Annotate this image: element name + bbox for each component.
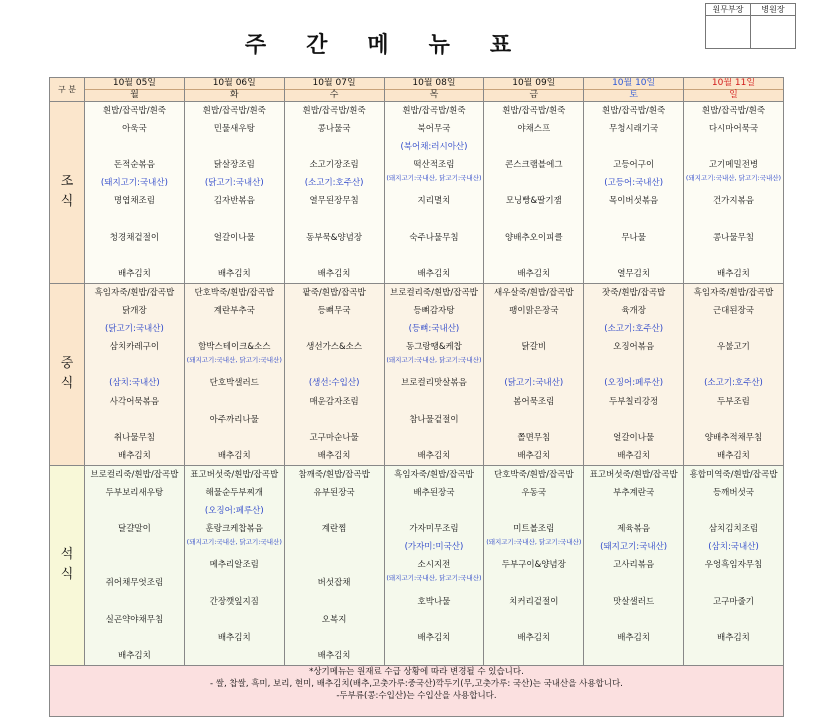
day-weekday: 금 — [484, 89, 583, 101]
menu-item: (돼지고기:국내산) — [100, 178, 168, 189]
menu-item: (소고기:호주산) — [704, 378, 763, 389]
menu-item: 배추김치 — [517, 450, 551, 461]
menu-item: 두부칠리강정 — [609, 396, 659, 407]
note-line: -두부류(콩:수입산)는 수입산을 사용합니다. — [336, 690, 497, 701]
signature-cell[interactable] — [706, 16, 751, 49]
menu-item: 미트볼조림 — [513, 524, 555, 535]
menu-item: 유부된장국 — [313, 487, 355, 498]
menu-item: 삼치카레구이 — [109, 342, 160, 353]
title-char: 표 — [489, 33, 516, 58]
menu-item: (북어채:러시아산) — [400, 142, 468, 153]
menu-item — [684, 411, 783, 429]
menu-item — [484, 611, 583, 629]
menu-item — [285, 411, 384, 429]
menu-item: 육개장 — [621, 306, 646, 317]
menu-item — [185, 138, 284, 156]
menu-item — [684, 211, 783, 229]
menu-item: 배추김치 — [317, 268, 351, 279]
menu-item — [684, 247, 783, 265]
menu-item: 얼갈이나물 — [613, 432, 655, 443]
menu-item: 떡산적조림 — [413, 160, 455, 171]
menu-item — [385, 247, 484, 265]
menu-cell — [684, 283, 784, 465]
menu-item: 흰밥/잡곡밥/흰죽 — [402, 106, 466, 116]
menu-cell — [384, 283, 484, 465]
day-date: 10월 09일 — [512, 78, 556, 88]
menu-item: 흰밥/잡곡밥/흰죽 — [602, 106, 666, 116]
menu-cell — [284, 102, 384, 284]
menu-item — [85, 556, 184, 574]
menu-item: 배추김치 — [117, 650, 151, 661]
notes — [50, 665, 784, 716]
menu-item — [484, 411, 583, 429]
menu-item: 흑임자죽/흰밥/잡곡밥 — [693, 287, 774, 298]
title-char: 주 — [244, 33, 271, 58]
menu-item: 동부묵&양념장 — [306, 232, 363, 243]
menu-item: (소고기:호주산) — [304, 178, 364, 189]
menu-item — [285, 247, 384, 265]
menu-item: 야채스프 — [517, 124, 551, 135]
menu-item: 북어무국 — [417, 124, 451, 135]
approval-label: 병원장 — [751, 4, 796, 16]
menu-item: 동그랑땡&케찹 — [406, 342, 462, 353]
day-weekday: 월 — [85, 89, 184, 101]
menu-item: (소고기:호주산) — [604, 324, 664, 335]
menu-item — [285, 138, 384, 156]
menu-item: 무청시래기국 — [609, 124, 659, 135]
menu-item — [185, 393, 284, 411]
meal-section-label: 조 식 — [50, 102, 85, 284]
header-label: 구 분 — [50, 78, 85, 102]
title-char: 메 — [367, 33, 393, 58]
menu-item: 두부보리새우탕 — [105, 487, 164, 498]
menu-item: 해물순두부찌개 — [205, 487, 263, 498]
menu-item: 등뼈무국 — [317, 306, 351, 317]
menu-item — [684, 356, 783, 374]
menu-item: (생선:수입산) — [308, 378, 360, 389]
menu-cell — [484, 465, 584, 665]
day-header — [684, 78, 784, 102]
menu-item: (오징어:페루산) — [604, 378, 664, 389]
menu-item — [484, 320, 583, 338]
menu-item — [85, 411, 184, 429]
menu-item — [385, 211, 484, 229]
day-date: 10월 06일 — [212, 78, 256, 88]
menu-item — [484, 356, 583, 374]
day-header — [484, 78, 584, 102]
menu-cell — [85, 283, 185, 465]
menu-item: 배추김치 — [317, 450, 351, 461]
menu-item: 흑임자죽/흰밥/잡곡밥 — [394, 469, 474, 480]
menu-item — [385, 611, 484, 629]
day-weekday: 화 — [185, 89, 284, 101]
menu-item — [185, 247, 284, 265]
meal-section-label: 석 식 — [50, 465, 85, 665]
menu-item — [85, 593, 184, 611]
menu-item: 열무된장무침 — [309, 196, 359, 207]
menu-item: 닭살장조림 — [213, 160, 255, 171]
menu-item: 청경채겉절이 — [109, 232, 160, 243]
menu-item — [385, 393, 484, 411]
menu-item: 고구마줄기 — [712, 596, 755, 607]
note-line: *상기메뉴는 원재료 수급 상황에 따라 변경될 수 있습니다. — [309, 666, 524, 677]
menu-item — [185, 320, 284, 338]
menu-item: 배추김치 — [117, 268, 151, 279]
menu-item — [85, 247, 184, 265]
menu-item: 배추김치 — [717, 268, 750, 279]
menu-item — [85, 356, 184, 374]
menu-item: 오징어볶음 — [613, 342, 655, 353]
menu-item — [85, 211, 184, 229]
menu-item: (돼지고기:국내산) — [600, 542, 668, 553]
day-header — [284, 78, 384, 102]
menu-item — [285, 356, 384, 374]
menu-item — [584, 211, 683, 229]
menu-item: 고구마순나물 — [309, 432, 359, 443]
menu-item: 두부조림 — [717, 396, 750, 407]
menu-item: 우불고기 — [717, 342, 750, 353]
menu-item — [684, 138, 783, 156]
page-title — [0, 28, 760, 59]
meal-section-label: 중 식 — [50, 283, 85, 465]
menu-item: (고등어:국내산) — [604, 178, 664, 189]
menu-item: (닭고기:국내산) — [105, 324, 164, 335]
menu-item: 배추김치 — [717, 632, 750, 643]
day-weekday: 수 — [285, 89, 384, 101]
menu-item: (삼치:국내산) — [708, 542, 759, 553]
menu-item — [285, 320, 384, 338]
menu-item — [85, 538, 184, 556]
menu-item: 김자반볶음 — [213, 196, 255, 207]
approval-label: 원무부장 — [706, 4, 751, 16]
day-date: 10월 05일 — [112, 78, 156, 88]
day-weekday: 일 — [684, 89, 783, 101]
menu-item: 배추김치 — [317, 650, 351, 661]
menu-item: 배추김치 — [517, 632, 551, 643]
menu-item: 잣죽/흰밥/잡곡밥 — [602, 287, 666, 298]
note-line: - 쌀, 찹쌀, 흑미, 보리, 현미, 배추김치(배추,고춧가루:중국산)깍두기(무,고춧가루: 국산)는 국내산을 사용합니다. — [210, 678, 623, 689]
menu-item — [684, 502, 783, 520]
menu-item — [85, 629, 184, 647]
menu-item: (닭고기:국내산) — [504, 378, 564, 389]
menu-item: 흰밥/잡곡밥/흰죽 — [302, 106, 366, 116]
menu-item — [484, 502, 583, 520]
menu-item: (돼지고기:국내산, 닭고기:국내산) — [486, 538, 582, 547]
menu-item: 치커리겉절이 — [509, 596, 559, 607]
menu-item: 배추김치 — [417, 632, 451, 643]
menu-item — [385, 502, 484, 520]
menu-cell — [684, 102, 784, 284]
menu-item: 표고버섯죽/흰밥/잡곡밥 — [190, 469, 279, 480]
menu-item: 숙주나물무침 — [409, 232, 459, 243]
day-header — [184, 78, 284, 102]
menu-item: 고사리볶음 — [613, 560, 655, 571]
menu-item: (돼지고기:국내산, 닭고기:국내산) — [386, 574, 482, 583]
menu-item: (돼지고기:국내산, 닭고기:국내산) — [186, 356, 282, 365]
menu-cell — [184, 283, 284, 465]
menu-item — [185, 211, 284, 229]
menu-cell — [584, 465, 684, 665]
menu-cell — [184, 465, 284, 665]
menu-item: 사각어묵볶음 — [109, 396, 160, 407]
menu-item: 소고기장조림 — [309, 160, 359, 171]
menu-item: 배추김치 — [417, 450, 451, 461]
menu-item: 버섯잡채 — [317, 578, 351, 589]
menu-item: 오복지 — [321, 614, 347, 625]
menu-cell — [284, 283, 384, 465]
menu-item: 흥합미역죽/흰밥/잡곡밥 — [689, 469, 778, 480]
menu-item: 지리멸치 — [417, 196, 451, 207]
menu-item: 생선가스&소스 — [306, 342, 363, 353]
menu-item: 무나물 — [621, 232, 646, 243]
day-date: 10월 11일 — [711, 78, 756, 88]
menu-item: 단호박샐러드 — [209, 378, 259, 389]
menu-cell — [384, 465, 484, 665]
menu-item: 단호박죽/흰밥/잡곡밥 — [493, 469, 574, 480]
menu-item: 우엉흑임자무침 — [704, 560, 763, 571]
menu-item: 봄어묵조림 — [513, 396, 555, 407]
menu-item — [484, 211, 583, 229]
menu-item: (가자미:미국산) — [404, 542, 464, 553]
menu-item — [584, 138, 683, 156]
menu-item — [484, 574, 583, 592]
menu-cell — [684, 465, 784, 665]
menu-item — [584, 574, 683, 592]
menu-item: 닭개장 — [122, 306, 147, 317]
menu-item: 팥죽/흰밥/잡곡밥 — [302, 287, 366, 298]
menu-item: 흰밥/잡곡밥/흰죽 — [701, 106, 766, 116]
menu-item — [185, 611, 284, 629]
menu-item: 브로컬리죽/흰밥/잡곡밥 — [90, 469, 179, 480]
menu-item — [484, 174, 583, 192]
menu-item: 건가지볶음 — [712, 196, 755, 207]
approval-box — [705, 3, 796, 49]
menu-item: 아욱국 — [122, 124, 147, 135]
menu-item: 근대된장국 — [712, 306, 755, 317]
menu-item: 민물새우탕 — [213, 124, 255, 135]
menu-cell — [184, 102, 284, 284]
menu-item: 표고버섯죽/흰밥/잡곡밥 — [589, 469, 678, 480]
menu-item: 양배추오이피클 — [505, 232, 563, 243]
menu-item: 달걀말이 — [117, 524, 151, 535]
signature-cell[interactable] — [751, 16, 796, 49]
menu-item — [285, 556, 384, 574]
menu-item: 모닝빵&딸기잼 — [505, 196, 562, 207]
menu-item: (오징어:페루산) — [204, 506, 264, 517]
menu-item: 계란부추국 — [213, 306, 255, 317]
menu-item — [684, 611, 783, 629]
day-header — [85, 78, 185, 102]
menu-cell — [584, 283, 684, 465]
menu-item: 참깨죽/흰밥/잡곡밥 — [298, 469, 370, 480]
menu-item: 단호박죽/흰밥/잡곡밥 — [194, 287, 275, 298]
menu-item: (삼치:국내산) — [109, 378, 160, 389]
menu-item: (돼지고기:국내산, 닭고기:국내산) — [685, 174, 782, 183]
menu-item: 콘스크램블에그 — [505, 160, 563, 171]
menu-item: 등깨버섯국 — [712, 487, 755, 498]
menu-item: 쥐어채무엇조림 — [105, 578, 164, 589]
day-date: 10월 10일 — [612, 78, 656, 88]
title-char: 간 — [306, 33, 332, 58]
menu-item: 가자미무조림 — [409, 524, 459, 535]
menu-item: 고등어구이 — [613, 160, 655, 171]
day-header — [384, 78, 484, 102]
menu-item: 배추김치 — [417, 268, 451, 279]
menu-item — [185, 429, 284, 447]
menu-item: 양배추적채무침 — [704, 432, 763, 443]
menu-item: 배추김치 — [217, 268, 251, 279]
menu-item: 배추김치 — [617, 450, 651, 461]
menu-item: 열무김치 — [617, 268, 651, 279]
menu-item: (닭고기:국내산) — [204, 178, 264, 189]
day-weekday: 목 — [385, 89, 484, 101]
menu-item: (등뼈:국내산) — [408, 324, 460, 335]
menu-item: 닭갈비 — [521, 342, 547, 353]
menu-item: 콩나물국 — [317, 124, 351, 135]
menu-cell — [584, 102, 684, 284]
menu-item: 흰밥/잡곡밥/흰죽 — [502, 106, 566, 116]
menu-cell — [484, 283, 584, 465]
menu-item: 돈적순볶음 — [113, 160, 155, 171]
menu-cell — [384, 102, 484, 284]
menu-item: 훈랑크케찹볶음 — [205, 524, 263, 535]
menu-item: 쫄면무침 — [517, 432, 551, 443]
menu-item — [584, 611, 683, 629]
menu-item — [484, 247, 583, 265]
menu-item: 호박나물 — [417, 596, 451, 607]
day-weekday: 토 — [584, 89, 683, 101]
menu-item — [185, 574, 284, 592]
menu-item: (돼지고기:국내산, 닭고기:국내산) — [186, 538, 282, 547]
menu-cell — [85, 465, 185, 665]
menu-item: 계란찜 — [321, 524, 347, 535]
menu-item: 배추김치 — [717, 450, 750, 461]
menu-item: (돼지고기:국내산, 닭고기:국내산) — [386, 356, 482, 365]
menu-item — [484, 138, 583, 156]
menu-item — [584, 502, 683, 520]
menu-item: 등뼈감자탕 — [413, 306, 455, 317]
menu-item — [584, 411, 683, 429]
menu-item — [584, 247, 683, 265]
menu-item: 아주까리나물 — [209, 414, 259, 425]
menu-item: 맛살샐러드 — [613, 596, 655, 607]
menu-item — [684, 320, 783, 338]
menu-item: 두부구이&양념장 — [501, 560, 566, 571]
menu-item — [684, 574, 783, 592]
menu-item: 메추리알조림 — [209, 560, 259, 571]
menu-item: 소시지전 — [417, 560, 451, 571]
menu-item — [85, 138, 184, 156]
menu-item: 팽이맑은장국 — [509, 306, 559, 317]
menu-item: 흑임자죽/흰밥/잡곡밥 — [94, 287, 175, 298]
menu-item: 새우살죽/흰밥/잡곡밥 — [493, 287, 574, 298]
menu-item: 흰밥/잡곡밥/흰죽 — [202, 106, 266, 116]
menu-item: 고기메밀전병 — [708, 160, 759, 171]
day-date: 10월 08일 — [412, 78, 456, 88]
menu-item: 콩나물무침 — [712, 232, 755, 243]
menu-item: 다시마어묵국 — [708, 124, 759, 135]
menu-item: 배추김치 — [217, 632, 251, 643]
menu-item: 부추계란국 — [613, 487, 655, 498]
menu-item — [385, 429, 484, 447]
menu-item: 매운감자조림 — [309, 396, 359, 407]
menu-item: 배추된장국 — [413, 487, 455, 498]
menu-item: 배추김치 — [217, 450, 251, 461]
menu-item: 실곤약야채무침 — [105, 614, 164, 625]
menu-item: 목이버섯볶음 — [609, 196, 659, 207]
menu-cell — [484, 102, 584, 284]
title-char: 뉴 — [428, 33, 454, 58]
menu-cell — [284, 465, 384, 665]
menu-item — [285, 593, 384, 611]
menu-item — [285, 629, 384, 647]
menu-item — [285, 538, 384, 556]
menu-item: 배추김치 — [117, 450, 151, 461]
menu-item: 브로컬리맛살볶음 — [401, 378, 467, 389]
menu-item — [584, 356, 683, 374]
menu-item: 삼치김치조림 — [708, 524, 759, 535]
menu-item — [285, 211, 384, 229]
menu-item: 배추김치 — [617, 632, 651, 643]
day-header — [584, 78, 684, 102]
menu-item: 명엽채조림 — [113, 196, 155, 207]
menu-item: 우동국 — [521, 487, 547, 498]
menu-item: (돼지고기:국내산, 닭고기:국내산) — [386, 174, 482, 183]
menu-item: 참나물겉절이 — [409, 414, 459, 425]
menu-item: 배추김치 — [517, 268, 551, 279]
menu-item — [85, 502, 184, 520]
menu-item: 얼갈이나물 — [213, 232, 255, 243]
menu-item: 브로컬리죽/흰밥/잡곡밥 — [390, 287, 478, 298]
menu-item — [285, 502, 384, 520]
menu-cell — [85, 102, 185, 284]
menu-item: 제육볶음 — [617, 524, 651, 535]
menu-item: 취나물무침 — [113, 432, 155, 443]
menu-item: 간장깻잎지짐 — [209, 596, 259, 607]
menu-item: 흰밥/잡곡밥/흰죽 — [102, 106, 167, 116]
weekly-menu-table — [49, 77, 784, 717]
day-date: 10월 07일 — [312, 78, 356, 88]
menu-item: 함박스테이크&소스 — [198, 342, 271, 353]
